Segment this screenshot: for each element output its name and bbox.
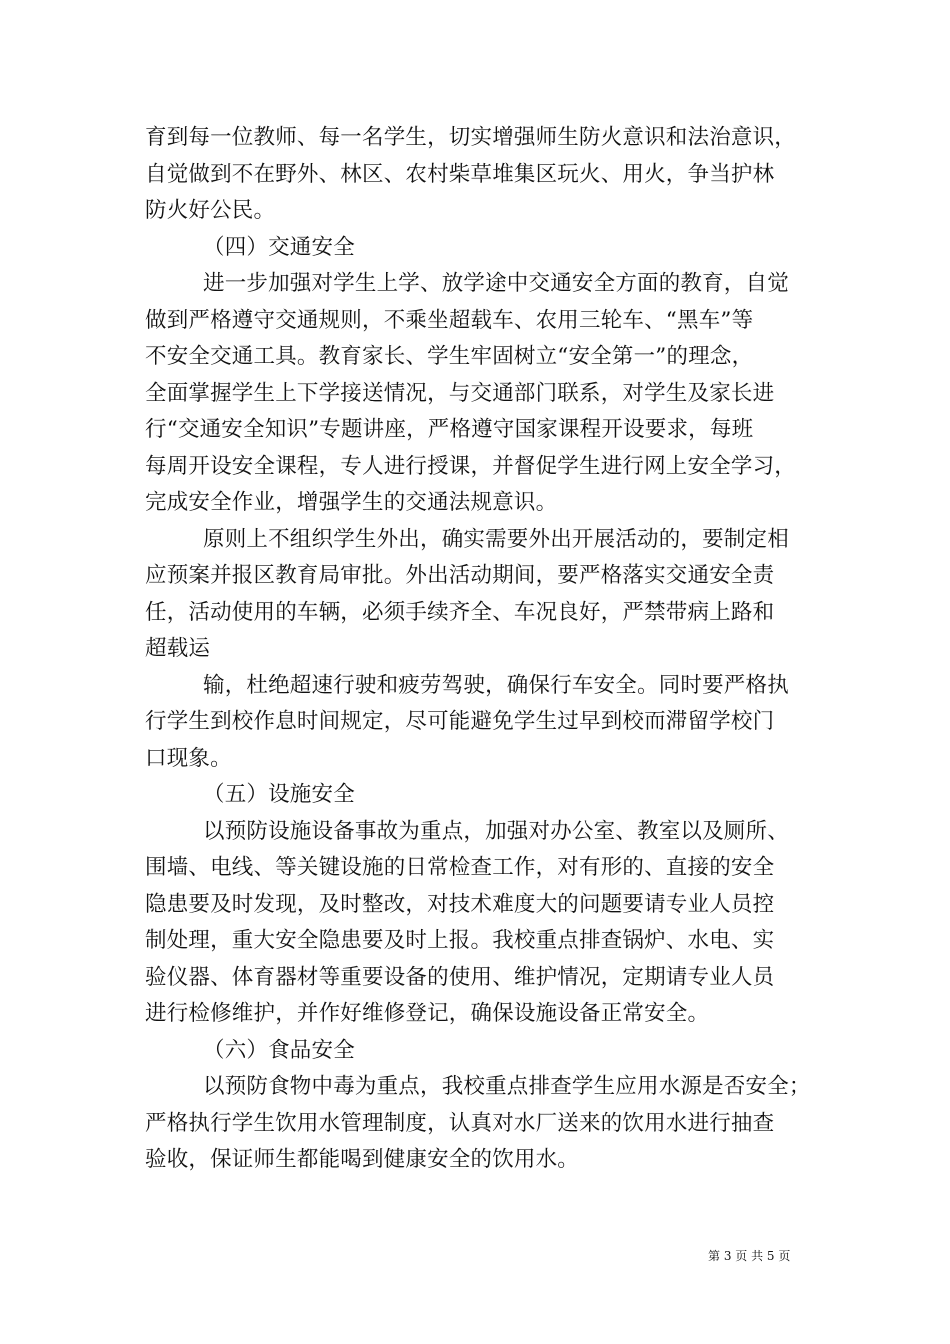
text-line: 验仪器、体育器材等重要设备的使用、维护情况，定期请专业人员 xyxy=(145,964,775,990)
document-body xyxy=(145,120,815,1179)
text-line: 验收，保证师生都能喝到健康安全的饮用水。 xyxy=(145,1147,580,1172)
text-line: 超载运 xyxy=(145,636,211,661)
text-line: 自觉做到不在野外、林区、农村柴草堆集区玩火、用火，争当护林 xyxy=(145,161,775,187)
text-line: 行“交通安全知识”专题讲座，严格遵守国家课程开设要求，每班 xyxy=(145,417,754,442)
text-line: 口现象。 xyxy=(145,745,232,771)
text-line: （六）食品安全 xyxy=(203,1037,355,1063)
text-line: 进一步加强对学生上学、放学途中交通安全方面的教育，自觉 xyxy=(203,271,789,296)
text-line: 围墙、电线、等关键设施的日常检查工作，对有形的、直接的安全 xyxy=(145,855,775,880)
text-line: 做到严格遵守交通规则，不乘坐超载车、农用三轮车、“黑车”等 xyxy=(145,307,754,333)
text-line: 以预防设施设备事故为重点，加强对办公室、教室以及厕所、 xyxy=(203,818,789,844)
text-line: 不安全交通工具。教育家长、学生牢固树立“安全第一”的理念， xyxy=(145,344,754,369)
text-line: 应预案并报区教育局审批。外出活动期间，要严格落实交通安全责 xyxy=(145,563,775,588)
text-line: 防火好公民。 xyxy=(145,198,276,223)
text-line: 隐患要及时发现，及时整改，对技术难度大的问题要请专业人员控 xyxy=(145,891,775,917)
text-line: （四）交通安全 xyxy=(203,234,355,260)
text-line: 严格执行学生饮用水管理制度，认真对水厂送来的饮用水进行抽查 xyxy=(145,1110,775,1136)
text-line: 行学生到校作息时间规定，尽可能避免学生过早到校而滞留学校门 xyxy=(145,709,775,734)
text-line: 输，杜绝超速行驶和疲劳驾驶，确保行车安全。同时要严格执 xyxy=(203,672,789,698)
text-line: 进行检修维护，并作好维修登记，确保设施设备正常安全。 xyxy=(145,1001,710,1026)
text-line: 全面掌握学生上下学接送情况，与交通部门联系，对学生及家长进 xyxy=(145,380,775,406)
text-line: 任，活动使用的车辆，必须手续齐全、车况良好，严禁带病上路和 xyxy=(145,599,775,625)
text-line: 制处理，重大安全隐患要及时上报。我校重点排查锅炉、水电、实 xyxy=(145,928,775,953)
page-number: 第 3 页 共 5 页 xyxy=(708,1249,791,1263)
text-line: 完成安全作业，增强学生的交通法规意识。 xyxy=(145,490,558,515)
text-line: （五）设施安全 xyxy=(203,782,355,807)
text-line: 以预防食物中毒为重点，我校重点排查学生应用水源是否安全； xyxy=(203,1074,811,1099)
text-line: 育到每一位教师、每一名学生，切实增强师生防火意识和法治意识， xyxy=(145,125,797,150)
text-line: 原则上不组织学生外出，确实需要外出开展活动的，要制定相 xyxy=(203,526,789,552)
text-line: 每周开设安全课程，专人进行授课，并督促学生进行网上安全学习， xyxy=(145,453,797,479)
